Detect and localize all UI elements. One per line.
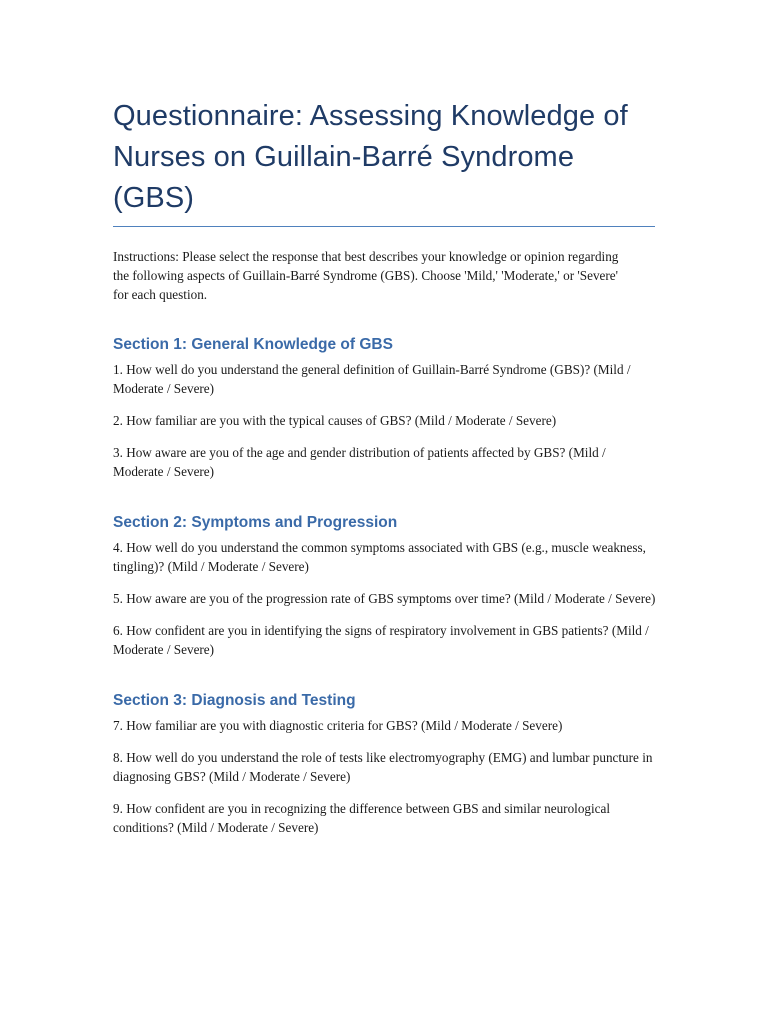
question-item: 3. How aware are you of the age and gender distribution of patients affected by GBS? (Mild / Moderate / Severe) bbox=[113, 445, 606, 479]
question-item: 8. How well do you understand the role of tests like electromyography (EMG) and lumbar puncture in diagnosing GBS? (Mild / Moderate / Severe) bbox=[113, 750, 653, 784]
sections-container bbox=[113, 335, 655, 837]
section-symptoms-progression bbox=[113, 513, 655, 659]
section-general-knowledge bbox=[113, 335, 655, 481]
question-item: 9. How confident are you in recognizing the difference between GBS and similar neurological conditions? (Mild / Moderate / Severe) bbox=[113, 801, 611, 835]
question-item: 2. How familiar are you with the typical causes of GBS? (Mild / Moderate / Severe) bbox=[113, 413, 557, 428]
section-diagnosis-testing bbox=[113, 691, 655, 837]
instructions-text: Instructions: Please select the response that best describes your knowledge or opinion regarding the following aspects of Guillain-Barré Syndrome (GBS). Choose 'Mild,' 'Moderate,' or 'Severe' for each question. bbox=[113, 249, 619, 302]
title-divider bbox=[113, 226, 655, 227]
question-item: 4. How well do you understand the common symptoms associated with GBS (e.g., muscle weakness, tingling)? (Mild / Moderate / Severe) bbox=[113, 540, 646, 574]
question-item: 1. How well do you understand the general definition of Guillain-Barré Syndrome (GBS)? (Mild / Moderate / Severe) bbox=[113, 362, 631, 396]
section-heading: Section 3: Diagnosis and Testing bbox=[113, 692, 356, 709]
question-item: 7. How familiar are you with diagnostic criteria for GBS? (Mild / Moderate / Severe) bbox=[113, 718, 563, 733]
section-heading: Section 2: Symptoms and Progression bbox=[113, 514, 398, 531]
document-page bbox=[113, 96, 655, 850]
question-item: 6. How confident are you in identifying the signs of respiratory involvement in GBS patients? (Mild / Moderate / Severe) bbox=[113, 623, 649, 657]
document-title: Questionnaire: Assessing Knowledge of Nurses on Guillain-Barré Syndrome (GBS) bbox=[113, 100, 628, 214]
question-item: 5. How aware are you of the progression rate of GBS symptoms over time? (Mild / Moderate / Severe) bbox=[113, 591, 656, 606]
section-heading: Section 1: General Knowledge of GBS bbox=[113, 336, 393, 353]
